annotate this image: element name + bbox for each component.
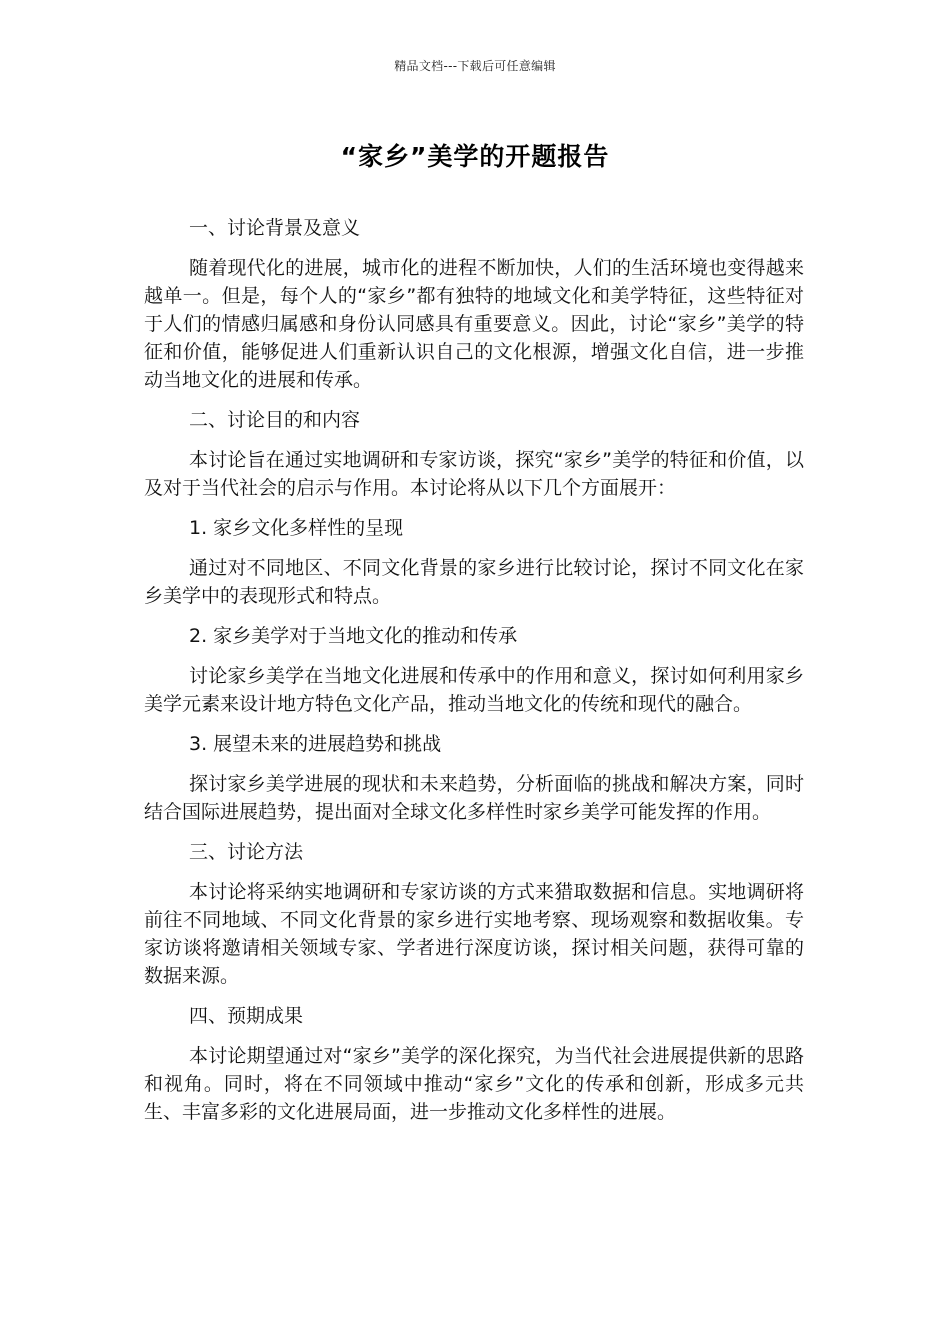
section-2-heading: 二、讨论目的和内容 [189, 409, 361, 431]
section-1-paragraph: 随着现代化的进展，城市化的进程不断加快，人们的生活环境也变得越来越单一。但是，每个人的“家乡”都有独特的地域文化和美学特征，这些特征对于人们的情感归属感和身份认同感具有重要意义。因此，讨论“家乡”美学的特征和价值，能够促进人们重新认识自己的文化根源，增强文化自信，进一步推动当地文化的进展和传承。 [144, 257, 804, 391]
section-2-item-2-heading: 2. 家乡美学对于当地文化的推动和传承 [189, 625, 518, 647]
section-3-paragraph: 本讨论将采纳实地调研和专家访谈的方式来猎取数据和信息。实地调研将前往不同地域、不同文化背景的家乡进行实地考察、现场观察和数据收集。专家访谈将邀请相关领域专家、学者进行深度访谈，探讨相关问题，获得可靠的数据来源。 [144, 881, 804, 987]
header-note: 精品文档---下载后可任意编辑 [394, 59, 556, 73]
section-2-item-1-heading: 1. 家乡文化多样性的呈现 [189, 517, 404, 539]
section-2-item-3-text: 探讨家乡美学进展的现状和未来趋势，分析面临的挑战和解决方案，同时结合国际进展趋势，提出面对全球文化多样性时家乡美学可能发挥的作用。 [144, 773, 804, 823]
document-body [144, 214, 804, 1138]
section-2-item-3-heading: 3. 展望未来的进展趋势和挑战 [189, 733, 442, 755]
section-2-item-2-text: 讨论家乡美学在当地文化进展和传承中的作用和意义，探讨如何利用家乡美学元素来设计地方特色文化产品，推动当地文化的传统和现代的融合。 [144, 665, 804, 715]
section-2-paragraph: 本讨论旨在通过实地调研和专家访谈，探究“家乡”美学的特征和价值，以及对于当代社会的启示与作用。本讨论将从以下几个方面展开： [144, 449, 804, 499]
section-2-item-1-text: 通过对不同地区、不同文化背景的家乡进行比较讨论，探讨不同文化在家乡美学中的表现形式和特点。 [144, 557, 804, 607]
section-4-paragraph: 本讨论期望通过对“家乡”美学的深化探究，为当代社会进展提供新的思路和视角。同时，将在不同领域中推动“家乡”文化的传承和创新，形成多元共生、丰富多彩的文化进展局面，进一步推动文化多样性的进展。 [144, 1045, 804, 1123]
section-4-heading: 四、预期成果 [189, 1005, 304, 1027]
document-title: “家乡”美学的开题报告 [340, 142, 610, 171]
section-3-heading: 三、讨论方法 [189, 841, 304, 863]
section-1-heading: 一、讨论背景及意义 [189, 217, 361, 239]
